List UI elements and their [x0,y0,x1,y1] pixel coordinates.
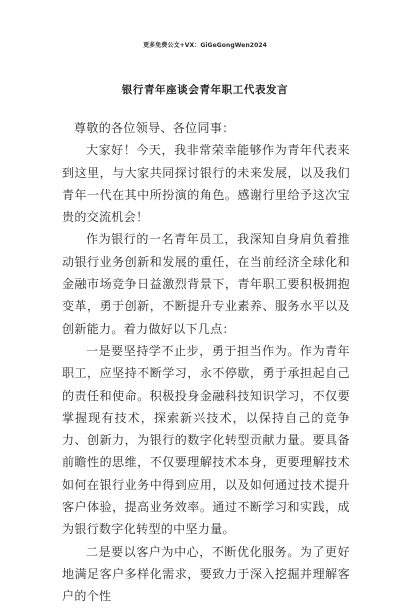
document-body [62,117,350,608]
role-paragraph: 作为银行的一名青年员工，我深知自身肩负着推动银行业务创新和发展的重任，在当前经济全球化和金融市场竞争日益激烈背景下，青年职工要积极拥抱变革，勇于创新，不断提升专业素养、服务水平以及创新能力。着力做好以下几点： [62,232,350,336]
point-two-paragraph: 二是要以客户为中心，不断优化服务。为了更好地满足客户多样化需求，要致力于深入挖掘并理解客户的个性 [62,544,350,604]
greeting-paragraph: 大家好！今天，我非常荣幸能够作为青年代表来到这里，与大家共同探讨银行的未来发展，以及我们青年一代在其中所扮演的角色。感谢行里给予这次宝贵的交流机会！ [62,143,350,225]
salutation-paragraph: 尊敬的各位领导、各位同事： [74,121,235,135]
point-one-paragraph: 一是要坚持学不止步，勇于担当作为。作为青年职工，应坚持不断学习，永不停歇，勇于承担起自己的责任和使命。积极投身金融科技知识学习，不仅要掌握现有技术，探索新兴技术，以保持自己的竞争力、创新力，为银行的数字化转型贡献力量。要具备前瞻性的思维，不仅要理解技术本身，更要理解技术如何在银行业务中得到应用，以及如何通过技术提升客户体验，提高业务效率。通过不断学习和实践，成为银行数字化转型的中坚力量。 [62,343,350,537]
document-title: 银行青年座谈会青年职工代表发言 [121,84,289,96]
header-note: 更多免费公文+VX：GiGeGongWen2024 [143,42,267,49]
